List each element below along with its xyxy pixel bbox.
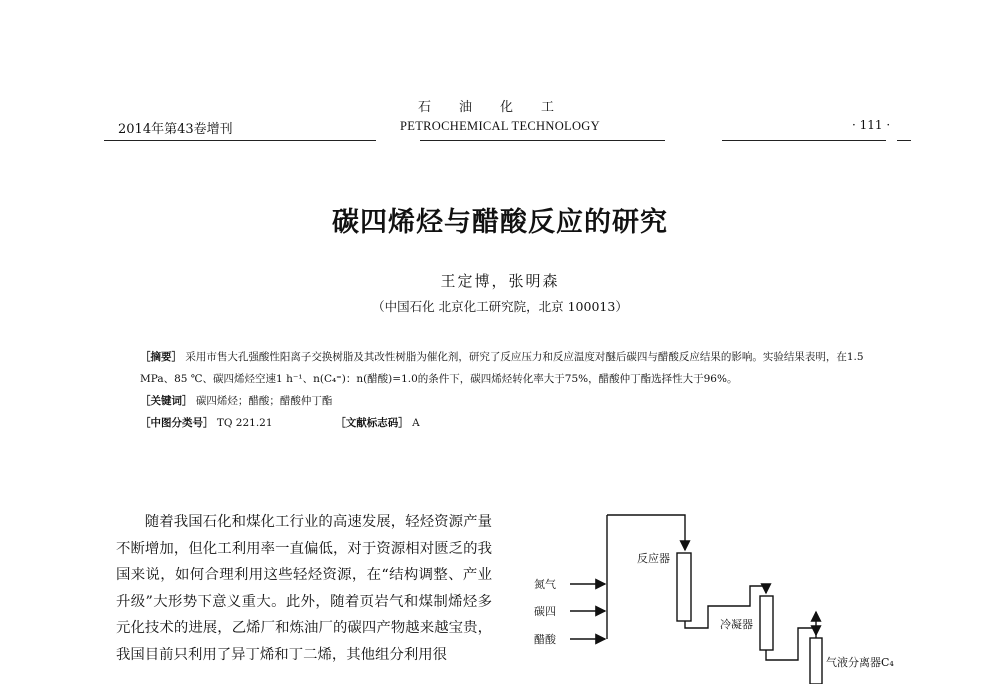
- header-rule-right: [722, 140, 886, 141]
- abstract: [140, 346, 880, 390]
- authors: 王定博，张明森: [440, 272, 560, 290]
- body-paragraph: 随着我国石化和煤化工行业的高速发展，轻烃资源产量不断增加，但化工利用率一直偏低，对于资源相对匮乏的我国来说，如何合理利用这些轻烃资源，在“结构调整、产业升级”大形势下意义重大。此外，随着页岩气和煤制烯烃多元化技术的进展，乙烯厂和炼油厂的碳四产物越来越宝贵，我国目前只利用了异丁烯和丁二烯，其他组分利用很: [116, 514, 492, 663]
- issue-info: 2014年第43卷增刊: [118, 122, 233, 137]
- process-flow-diagram: [510, 500, 930, 684]
- doc-code-label: ［文献标志码］: [335, 417, 409, 429]
- affiliation: （中国石化 北京化工研究院，北京 100013）: [372, 299, 628, 314]
- header-rule-left: [104, 140, 376, 141]
- abstract-block: [140, 346, 880, 434]
- article-title: 碳四烯烃与醋酸反应的研究: [332, 207, 668, 238]
- abstract-label: ［摘要］: [140, 351, 182, 363]
- keywords-label: ［关键词］: [140, 395, 193, 407]
- header-rule-tick: [897, 140, 911, 141]
- feed-to-reactor-line: [607, 515, 685, 550]
- body-column: [116, 509, 492, 668]
- journal-title-cn: 石油化工: [417, 100, 582, 115]
- c4-label: 碳四: [534, 605, 556, 618]
- keywords: 碳四烯烃；醋酸；醋酸仲丁酯: [195, 395, 333, 407]
- reactor-label: 反应器: [637, 552, 670, 565]
- clc-number: TQ 221.21: [216, 417, 273, 429]
- abstract-text: 采用市售大孔强酸性阳离子交换树脂及其改性树脂为催化剂，研究了反应压力和反应温度对醚后碳四与醋酸反应结果的影响。实验结果表明，在1.5 MPa、85 ℃、碳四烯烃空速1 h⁻¹、n(C₄⁼)：n(醋酸)=1.0的条件下，碳四烯烃转化率大于75%，醋酸仲丁酯选择性大于96%。: [140, 351, 864, 385]
- condenser-column: [760, 596, 773, 650]
- doc-code: A: [412, 417, 420, 429]
- separator-label: 气液分离器C₄: [826, 656, 894, 669]
- condenser-label: 冷凝器: [720, 618, 753, 631]
- keywords-line: [140, 390, 880, 412]
- separator-column: [810, 638, 822, 684]
- page-number: · 111 ·: [852, 118, 891, 132]
- clc-label: ［中图分类号］: [140, 417, 214, 429]
- header-rule-center: [420, 140, 665, 141]
- nitrogen-label: 氮气: [534, 578, 556, 591]
- journal-title-en: PETROCHEMICAL TECHNOLOGY: [400, 119, 600, 133]
- reactor-column: [677, 553, 691, 621]
- classification-line: [140, 412, 880, 434]
- acid-label: 醋酸: [534, 633, 556, 646]
